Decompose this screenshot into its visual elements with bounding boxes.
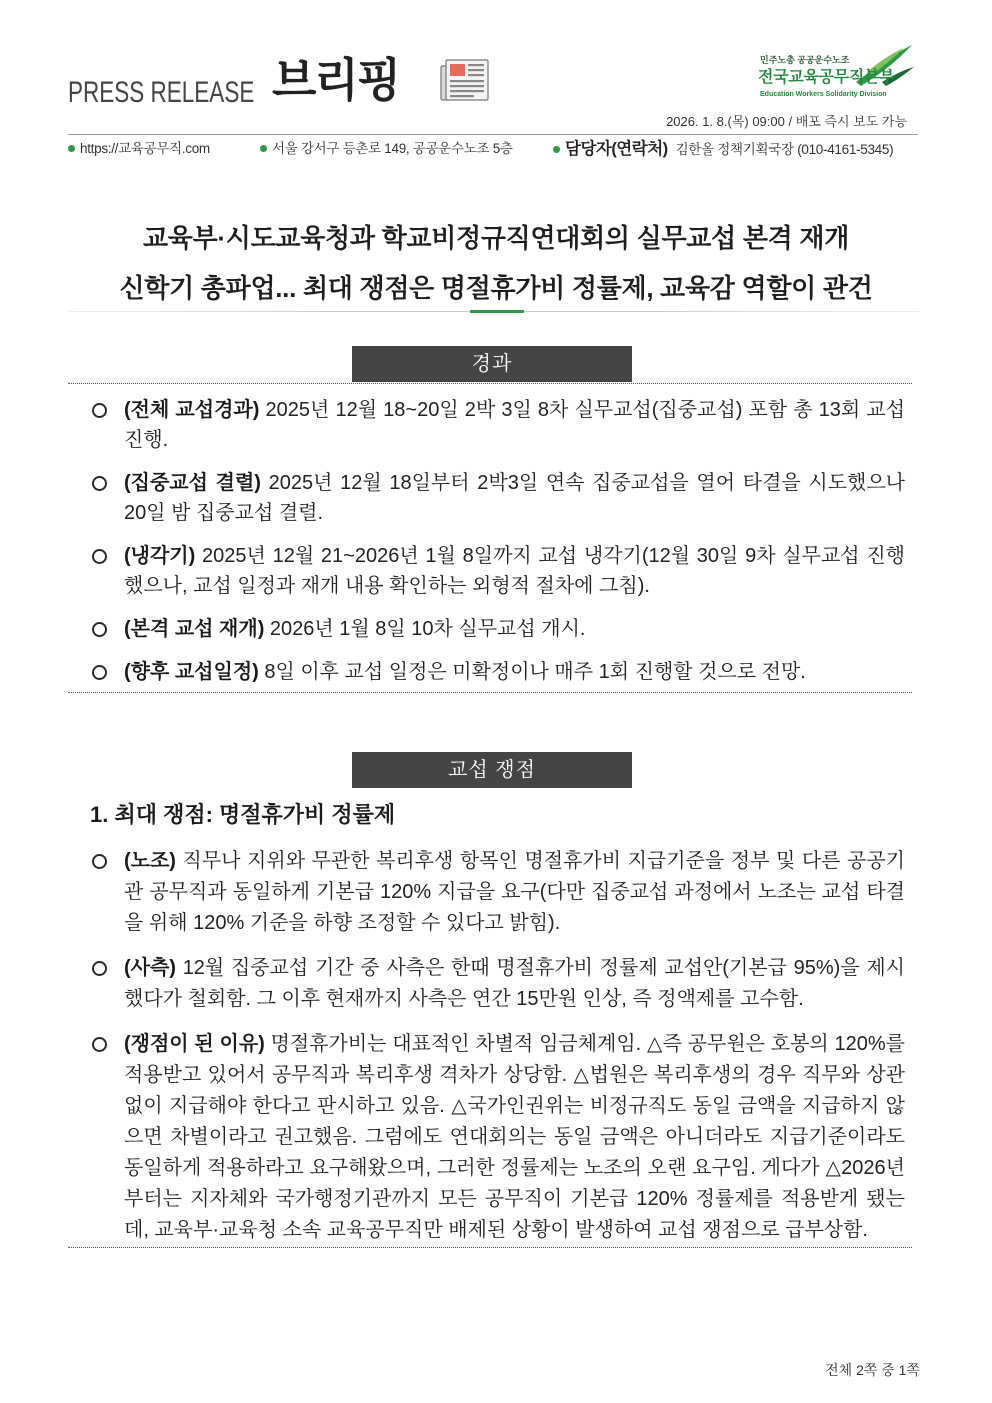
circle-bullet-icon	[92, 665, 107, 680]
item-text: 명절휴가비는 대표적인 차별적 임금체계임. △즉 공무원은 호봉의 120%를 적용받고 있어서 공무직과 복리후생 격차가 상당함. △법원은 복리후생의 경우 직무와 상관없이 지급해야 한다고 판시하고 있음. △국가인권위는 비정규직도 동일 금액을 지급하지 않으면 차별이라고 권고했음. 그럼에도 연대회의는 동일 금액은 아니더라도 지급기준이라도 동일하게 적용하라고 요구해왔으며, 그러한 정률제는 노조의 오랜 요구임. 게다가 △2026년부터는 지자체와 국가행정기관까지 모든 공무직이 기본급 120% 정률제를 적용받게 됐는데, 교육부·교육청 소속 교육공무직만 배제된 상황이 발생하여 교섭 쟁점으로 급부상함.	[124, 1033, 905, 1241]
item-paragraph	[124, 541, 905, 601]
item-paragraph	[124, 953, 905, 1015]
item-label: (노조)	[124, 850, 176, 872]
item-text: 2025년 12월 21~2026년 1월 8일까지 교섭 냉각기(12월 30일 9차 실무교섭 진행했으나, 교섭 일정과 재개 내용 확인하는 외형적 절차에 그침).	[124, 545, 905, 597]
list-item	[68, 846, 912, 939]
contact-person	[553, 140, 893, 158]
list-item	[68, 395, 912, 455]
section-heading-issues: 교섭 쟁점	[352, 752, 632, 788]
circle-bullet-icon	[92, 854, 107, 869]
item-paragraph	[124, 468, 905, 528]
header-divider	[68, 134, 918, 135]
contact-website	[68, 140, 210, 158]
item-text: 2026년 1월 8일 10차 실무교섭 개시.	[269, 618, 586, 640]
press-release-label: PRESS RELEASE	[68, 76, 255, 109]
circle-bullet-icon	[92, 403, 107, 418]
logo-parent-union: 민주노총 공공운수노조	[760, 55, 850, 65]
green-dot-icon	[260, 145, 267, 152]
circle-bullet-icon	[92, 1037, 107, 1052]
issue-subheading: 1. 최대 쟁점: 명절휴가비 정률제	[90, 802, 396, 827]
contact-person-text: 김한올 정책기획국장 (010-4161-5345)	[675, 142, 894, 157]
list-item	[68, 541, 912, 601]
item-paragraph	[124, 846, 905, 939]
logo-org-name-en: Education Workers Solidarity Division	[760, 91, 887, 98]
item-label: (전체 교섭경과)	[124, 399, 260, 421]
item-label: (쟁점이 된 이유)	[124, 1033, 265, 1055]
progress-list	[68, 384, 912, 692]
item-label: (사측)	[124, 957, 176, 979]
address-text: 서울 강서구 등촌로 149, 공공운수노조 5층	[272, 141, 513, 156]
item-text: 12월 집중교섭 기간 중 사측은 한때 명절휴가비 정률제 교섭안(기본급 95%)을 제시했다가 철회함. 그 이후 현재까지 사측은 연간 15만원 인상, 즉 정액제를 고수함.	[124, 957, 905, 1010]
content-column	[68, 346, 912, 1248]
issues-list	[68, 846, 912, 1247]
list-item	[68, 953, 912, 1015]
newspaper-icon-svg	[440, 58, 490, 102]
circle-bullet-icon	[92, 622, 107, 637]
list-item	[68, 468, 912, 528]
green-dot-icon	[553, 146, 560, 153]
main-body	[0, 213, 992, 1248]
briefing-title: 브리핑	[272, 54, 400, 106]
item-paragraph	[124, 614, 905, 644]
list-item	[68, 614, 912, 644]
list-item	[68, 1029, 912, 1246]
list-item	[68, 657, 912, 687]
item-label: (집중교섭 결렬)	[124, 472, 261, 494]
dotted-divider	[68, 1247, 912, 1248]
dotted-divider	[68, 692, 912, 693]
release-time: 2026. 1. 8.(목) 09:00 / 배포 즉시 보도 가능	[666, 114, 907, 129]
item-label: (향후 교섭일정)	[124, 661, 259, 683]
circle-bullet-icon	[92, 961, 107, 976]
logo-org-name: 전국교육공무직본부	[758, 69, 895, 86]
item-text: 2025년 12월 18~20일 2박 3일 8차 실무교섭(집중교섭) 포함 총 13회 교섭 진행.	[124, 399, 906, 451]
item-text: 2025년 12월 18일부터 2박3일 연속 집중교섭을 열어 타결을 시도했으나 20일 밤 집중교섭 결렬.	[124, 472, 906, 524]
item-text: 8일 이후 교섭 일정은 미확정이나 매주 1회 진행할 것으로 전망.	[264, 661, 806, 683]
headline-divider-accent	[470, 310, 524, 313]
circle-bullet-icon	[92, 549, 107, 564]
section-heading-progress: 경과	[352, 346, 632, 382]
headline-line-2: 신학기 총파업... 최대 쟁점은 명절휴가비 정률제, 교육감 역할이 관건	[119, 273, 873, 303]
item-paragraph	[124, 657, 905, 687]
contact-address	[260, 140, 513, 158]
item-label: (본격 교섭 재개)	[124, 618, 265, 640]
headline-divider	[68, 311, 920, 312]
item-text: 직무나 지위와 무관한 복리후생 항목인 명절휴가비 지급기준을 정부 및 다른 공공기관 공무직과 동일하게 기본급 120% 지급을 요구(다만 집중교섭 과정에서 노조는 교섭 타결을 위해 120% 기준을 하향 조정할 수 있다고 밝힘).	[124, 850, 905, 934]
item-paragraph	[124, 395, 905, 455]
website-text: https://교육공무직.com	[80, 141, 210, 156]
newspaper-icon	[440, 58, 490, 102]
circle-bullet-icon	[92, 476, 107, 491]
headline-line-1: 교육부·시도교육청과 학교비정규직연대회의 실무교섭 본격 재개	[142, 223, 850, 253]
page-number: 전체 2쪽 중 1쪽	[825, 1362, 920, 1378]
item-paragraph	[124, 1029, 905, 1246]
green-dot-icon	[68, 145, 75, 152]
item-label: (냉각기)	[124, 545, 196, 567]
contact-person-label: 담당자(연락처)	[565, 140, 668, 158]
